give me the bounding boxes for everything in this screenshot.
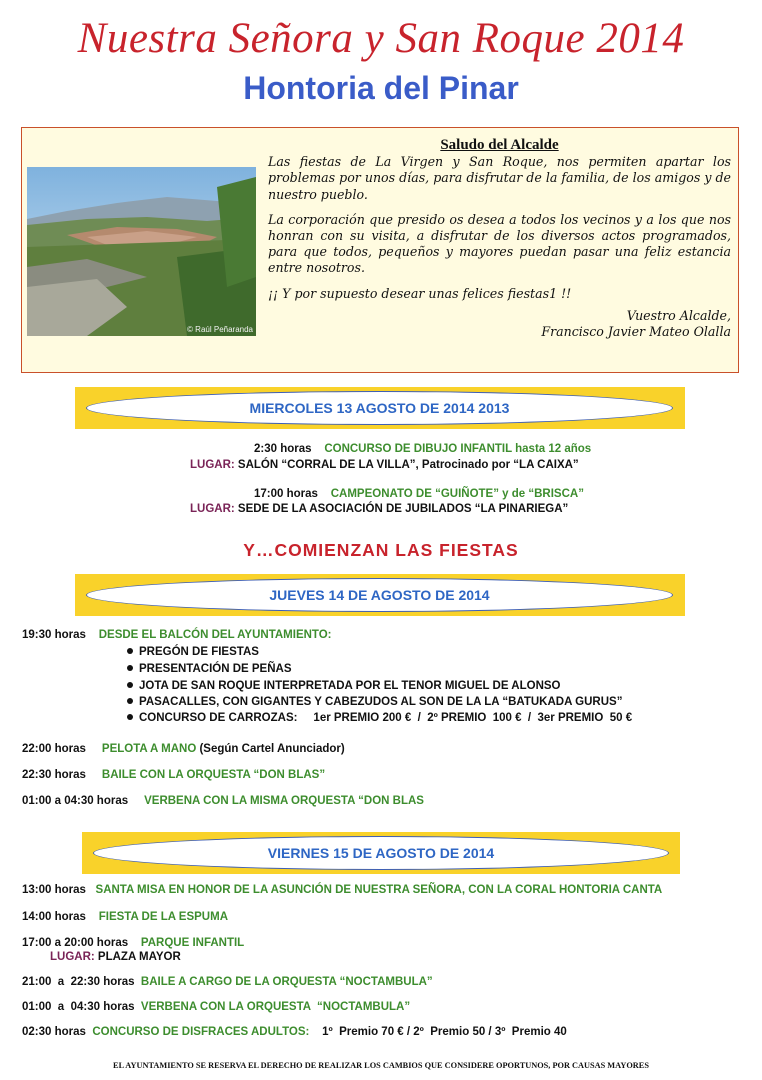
lugar-label: LUGAR: <box>190 459 235 471</box>
day-label-jueves: JUEVES 14 DE AGOSTO DE 2014 <box>86 578 673 612</box>
list-item: PASACALLES, CON GIGANTES Y CABEZUDOS AL SON DE LA LA “BATUKADA GURUS” <box>127 696 622 708</box>
lugar-value: SALÓN “CORRAL DE LA VILLA”, Patrocinado por “LA CAIXA” <box>237 459 579 471</box>
lugar-label: LUGAR: <box>50 951 95 963</box>
event-name: CONCURSO DE DIBUJO INFANTIL hasta 12 años <box>324 443 592 455</box>
event-time: 22:30 horas <box>22 769 86 781</box>
lugar-value: SEDE DE LA ASOCIACIÓN DE JUBILADOS “LA PINARIEGA” <box>237 503 569 515</box>
lugar-label: LUGAR: <box>190 503 235 515</box>
event-parque <box>22 937 244 949</box>
village-photo <box>27 167 256 336</box>
event-name: PARQUE INFANTIL <box>140 937 245 949</box>
event-time: 17:00 horas <box>254 488 318 500</box>
event-verbena-noctambula <box>22 1001 410 1013</box>
lugar-value: PLAZA MAYOR <box>97 951 181 963</box>
event-lugar <box>190 503 568 515</box>
event-baile <box>22 769 325 781</box>
event-name: VERBENA CON LA MISMA ORQUESTA “DON BLAS <box>144 795 424 807</box>
greeting-paragraph: ¡¡ Y por supuesto desear unas felices fiestas1 !! <box>268 285 572 301</box>
event-name: CONCURSO DE DISFRACES ADULTOS: <box>92 1026 310 1038</box>
event-time: 2:30 horas <box>254 443 312 455</box>
greeting-paragraph: La corporación que presido os desea a todos los vecinos y a los que nos honran con su visita, a disfrutar de los diversos actos programados, para que todos, pequeños y mayores puedan pasar una feliz estancia entre nosotros. <box>268 211 731 276</box>
event-verbena <box>22 795 424 807</box>
greeting-text <box>268 137 731 340</box>
poster-subtitle: Hontoria del Pinar <box>243 70 519 106</box>
day-band-miercoles <box>75 387 685 429</box>
day-band-jueves <box>75 574 685 616</box>
event-note: (Según Cartel Anunciador) <box>199 743 345 755</box>
event-time: 19:30 horas <box>22 629 86 641</box>
greeting-paragraph: Las fiestas de La Virgen y San Roque, nos permiten apartar los problemas por unos días, para disfrutar de la familia, de los amigos y de nuestro pueblo. <box>268 154 731 202</box>
signature-name: Francisco Javier Mateo Olalla <box>541 324 731 340</box>
event-time: 01:00 a 04:30 horas <box>22 1001 135 1013</box>
signature-line: Vuestro Alcalde, <box>626 307 731 323</box>
list-item: CONCURSO DE CARROZAS: 1er PREMIO 200 € / 2º PREMIO 100 € / 3er PREMIO 50 € <box>127 712 632 724</box>
event-time: 21:00 a 22:30 horas <box>22 976 135 988</box>
event-time: 22:00 horas <box>22 743 86 755</box>
event-name: DESDE EL BALCÓN DEL AYUNTAMIENTO: <box>98 629 332 641</box>
event-misa <box>22 884 662 896</box>
event-guinote <box>254 488 584 500</box>
event-name: VERBENA CON LA ORQUESTA “NOCTAMBULA” <box>140 1001 411 1013</box>
list-item: PREGÓN DE FIESTAS <box>127 646 259 658</box>
list-item: JOTA DE SAN ROQUE INTERPRETADA POR EL TENOR MIGUEL DE ALONSO <box>127 680 561 692</box>
event-pelota <box>22 743 345 755</box>
event-baile-noctambula <box>22 976 433 988</box>
event-disfraces <box>22 1026 567 1038</box>
greeting-heading: Saludo del Alcalde <box>440 137 559 153</box>
event-time: 17:00 a 20:00 horas <box>22 937 129 949</box>
greeting-box <box>21 127 739 373</box>
event-name: SANTA MISA EN HONOR DE LA ASUNCIÓN DE NUESTRA SEÑORA, CON LA CORAL HONTORIA CANTA <box>95 884 663 896</box>
event-name: FIESTA DE LA ESPUMA <box>98 911 228 923</box>
day-band-viernes <box>82 832 680 874</box>
event-time: 02:30 horas <box>22 1026 86 1038</box>
event-lugar <box>50 951 181 963</box>
event-name: CAMPEONATO DE “GUIÑOTE” y de “BRISCA” <box>330 488 584 500</box>
event-dibujo <box>254 443 591 455</box>
photo-credit: © Raúl Peñaranda <box>187 325 253 334</box>
event-name: BAILE CON LA ORQUESTA “DON BLAS” <box>101 769 326 781</box>
day-label-viernes: VIERNES 15 DE AGOSTO DE 2014 <box>93 836 669 870</box>
comienzan-heading: Y…COMIENZAN LAS FIESTAS <box>243 540 519 560</box>
footer-disclaimer: EL AYUNTAMIENTO SE RESERVA EL DERECHO DE REALIZAR LOS CAMBIOS QUE CONSIDERE OPORTUNOS, POR CAUSAS MAYORES <box>113 1061 649 1070</box>
event-time: 13:00 horas <box>22 884 86 896</box>
event-lugar <box>190 459 579 471</box>
event-name: PELOTA A MANO <box>101 743 197 755</box>
list-item: PRESENTACIÓN DE PEÑAS <box>127 663 292 675</box>
event-espuma <box>22 911 228 923</box>
event-prizes: 1º Premio 70 € / 2º Premio 50 / 3º Premio 40 <box>322 1026 567 1038</box>
event-time: 01:00 a 04:30 horas <box>22 795 129 807</box>
poster-title: Nuestra Señora y San Roque 2014 <box>77 15 685 62</box>
event-time: 14:00 horas <box>22 911 86 923</box>
event-name: BAILE A CARGO DE LA ORQUESTA “NOCTAMBULA” <box>140 976 433 988</box>
event-balcon <box>22 629 332 641</box>
day-label-miercoles: MIERCOLES 13 AGOSTO DE 2014 2013 <box>86 391 673 425</box>
